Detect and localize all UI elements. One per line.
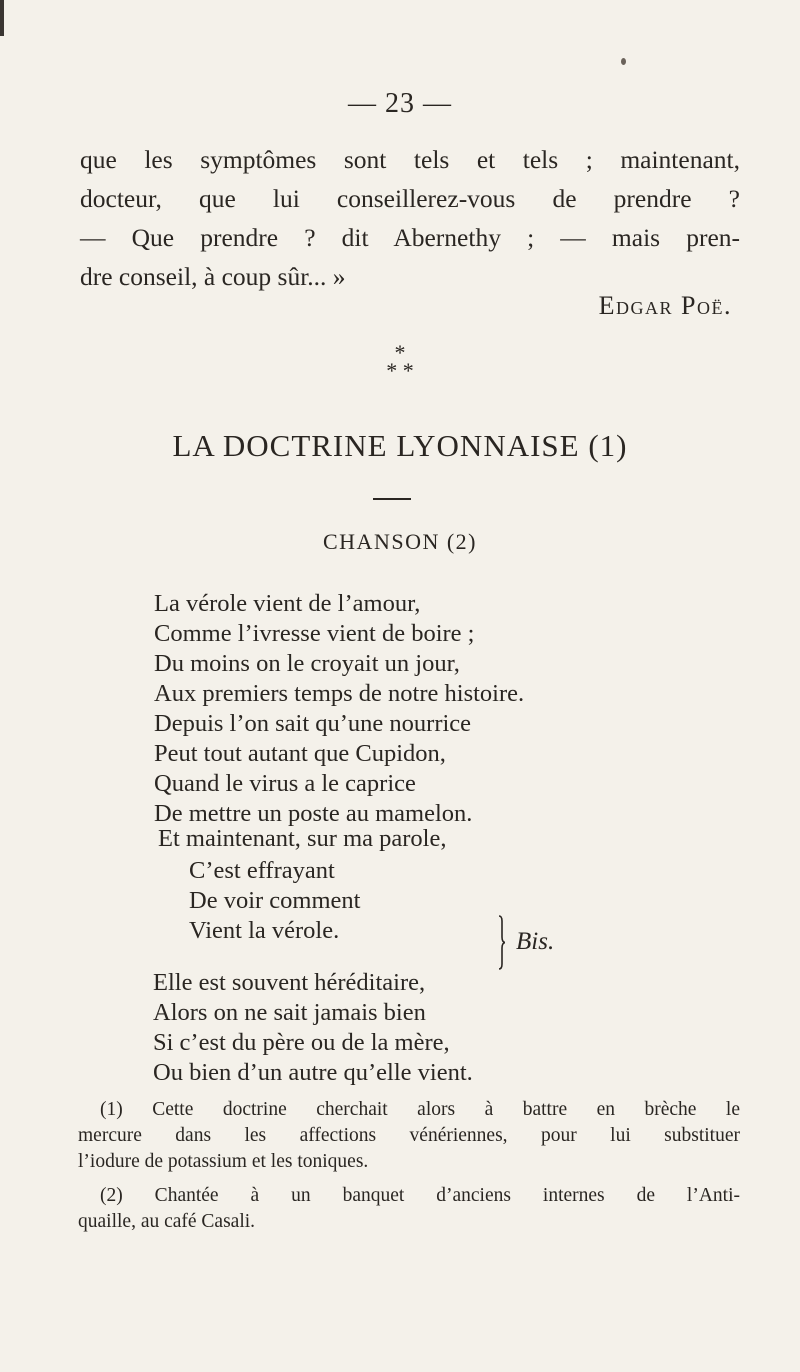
verse-line: Du moins on le croyait un jour, (154, 650, 460, 677)
verse-line: Aux premiers temps de notre histoire. (154, 680, 525, 707)
verse-line: Vient la vérole. (189, 917, 340, 944)
verse-line: De voir comment (189, 887, 361, 914)
footnote-1 (78, 1097, 740, 1175)
prose-line: que les symptômes sont tels et tels ; maintenant, (80, 145, 740, 174)
verse-line: Quand le virus a le caprice (154, 770, 416, 797)
verse-line: Depuis l’on sait qu’une nourrice (154, 710, 472, 737)
verse-line: Comme l’ivresse vient de boire ; (154, 620, 475, 647)
refrain-first-line (158, 824, 446, 854)
asterism-top: * (394, 340, 406, 365)
ink-speck (621, 58, 626, 65)
song-subtitle: CHANSON (2) (323, 529, 477, 554)
asterism-bottom: * * (386, 358, 414, 383)
footnote-line: mercure dans les affections vénériennes, pour lui substituer (78, 1125, 740, 1146)
song-title: LA DOCTRINE LYONNAISE (1) (172, 428, 628, 463)
stanza-3 (153, 968, 473, 1088)
verse-line: Et maintenant, sur ma parole, (158, 825, 447, 852)
refrain-repeat-mark: Bis. (516, 928, 555, 955)
verse-line: Ou bien d’un autre qu’elle vient. (153, 1059, 473, 1086)
prose-line: docteur, que lui conseillerez-vous de prendre ? (80, 184, 740, 213)
prose-paragraph (80, 140, 740, 296)
footnote-line: (1) Cette doctrine cherchait alors à battre en brèche le (100, 1099, 740, 1120)
prose-line: — Que prendre ? dit Abernethy ; — mais pren- (80, 223, 740, 252)
prose-line: dre conseil, à coup sûr... » (80, 262, 346, 291)
footnote-line: l’iodure de potassium et les toniques. (78, 1151, 369, 1172)
verse-line: Alors on ne sait jamais bien (153, 999, 426, 1026)
footnote-line: (2) Chantée à un banquet d’anciens internes de l’Anti- (100, 1185, 740, 1206)
verse-line: La vérole vient de l’amour, (154, 590, 421, 617)
title-rule (373, 498, 411, 500)
verse-line: De mettre un poste au mamelon. (154, 800, 473, 827)
refrain (189, 856, 360, 946)
verse-line: Peut tout autant que Cupidon, (154, 740, 446, 767)
page-number: — 23 — (348, 88, 452, 119)
page-edge-mark (0, 0, 4, 36)
stanza-1 (154, 589, 524, 829)
verse-line: C’est effrayant (189, 857, 335, 884)
author-signature: Edgar Poë. (598, 291, 732, 320)
refrain-brace (497, 915, 505, 970)
footnote-line: quaille, au café Casali. (78, 1211, 256, 1232)
asterism (0, 340, 800, 383)
footnote-2 (78, 1183, 740, 1235)
footnotes (78, 1097, 740, 1243)
verse-line: Si c’est du père ou de la mère, (153, 1029, 450, 1056)
verse-line: Elle est souvent héréditaire, (153, 969, 426, 996)
